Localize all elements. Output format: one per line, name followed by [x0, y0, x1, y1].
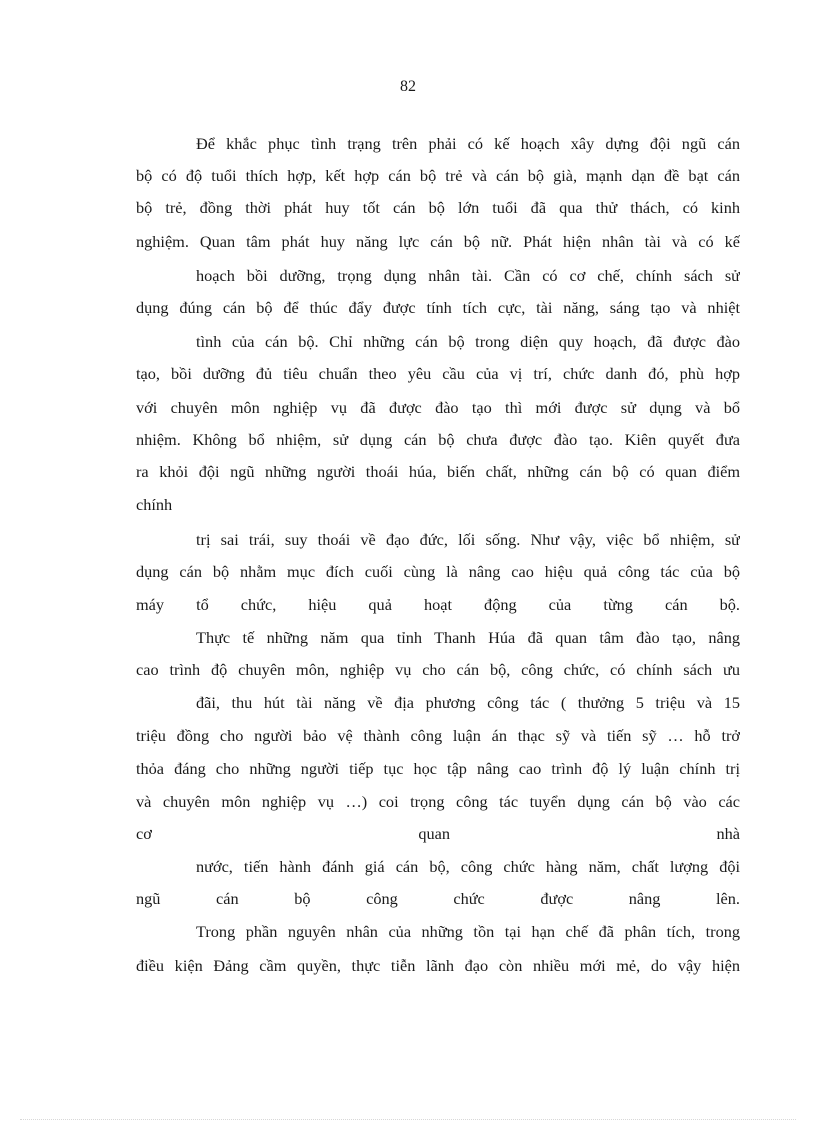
text-line: dụng đúng cán bộ để thúc đẩy được tính tích cực, tài năng, sáng tạo và nhiệt: [136, 298, 740, 317]
text-line: và chuyên môn nghiệp vụ …) coi trọng công tác tuyển dụng cán bộ vào các: [136, 792, 740, 811]
text-line: nghiệm. Quan tâm phát huy năng lực cán bộ nữ. Phát hiện nhân tài và có kế: [136, 232, 740, 251]
text-line: triệu đồng cho người bảo vệ thành công luận án thạc sỹ và tiến sỹ … hỗ trở: [136, 726, 740, 745]
text-line: dụng cán bộ nhằm mục đích cuối cùng là nâng cao hiệu quả công tác của bộ: [136, 562, 740, 581]
text-line: điều kiện Đảng cầm quyền, thực tiễn lãnh đạo còn nhiều mới mẻ, do vậy hiện: [136, 956, 740, 975]
text-line: chính: [136, 495, 173, 514]
text-line: đãi, thu hút tài năng về địa phương công tác ( thưởng 5 triệu và 15: [196, 693, 740, 712]
text-line: tình của cán bộ. Chỉ những cán bộ trong diện quy hoạch, đã được đào: [196, 332, 740, 351]
text-line: ngũ cán bộ công chức được nâng lên.: [136, 889, 740, 908]
text-line: bộ trẻ, đồng thời phát huy tốt cán bộ lớn tuổi đã qua thử thách, có kinh: [136, 198, 740, 217]
text-line: tạo, bồi dưỡng đủ tiêu chuẩn theo yêu cầu của vị trí, chức danh đó, phù hợp: [136, 364, 740, 383]
text-line: với chuyên môn nghiệp vụ đã được đào tạo thì mới được sử dụng và bổ: [136, 398, 740, 417]
text-line: Trong phần nguyên nhân của những tồn tại hạn chế đã phân tích, trong: [196, 922, 740, 941]
text-line: bộ có độ tuổi thích hợp, kết hợp cán bộ trẻ và cán bộ già, mạnh dạn đề bạt cán: [136, 166, 740, 185]
text-line: hoạch bồi dưỡng, trọng dụng nhân tài. Cần có cơ chế, chính sách sử: [196, 266, 740, 285]
page-number: 82: [400, 78, 416, 95]
text-line: nước, tiến hành đánh giá cán bộ, công chức hàng năm, chất lượng đội: [196, 857, 740, 876]
text-line: thỏa đáng cho những người tiếp tục học tập nâng cao trình độ lý luận chính trị: [136, 759, 740, 778]
text-line: máy tổ chức, hiệu quả hoạt động của từng cán bộ.: [136, 595, 740, 614]
text-line: Để khắc phục tình trạng trên phải có kế hoạch xây dựng đội ngũ cán: [196, 134, 740, 153]
text-line: nhiệm. Không bổ nhiệm, sử dụng cán bộ chưa được đào tạo. Kiên quyết đưa: [136, 430, 740, 449]
text-line: ra khỏi đội ngũ những người thoái húa, biến chất, những cán bộ có quan điểm: [136, 462, 740, 481]
text-line: cao trình độ chuyên môn, nghiệp vụ cho cán bộ, công chức, có chính sách ưu: [136, 660, 740, 679]
text-line: trị sai trái, suy thoái về đạo đức, lối sống. Như vậy, việc bổ nhiệm, sử: [196, 530, 740, 549]
text-line: cơ quan nhà: [136, 824, 740, 843]
text-line: Thực tế những năm qua tỉnh Thanh Húa đã quan tâm đào tạo, nâng: [196, 628, 740, 647]
page-bottom-rule: [20, 1119, 796, 1120]
